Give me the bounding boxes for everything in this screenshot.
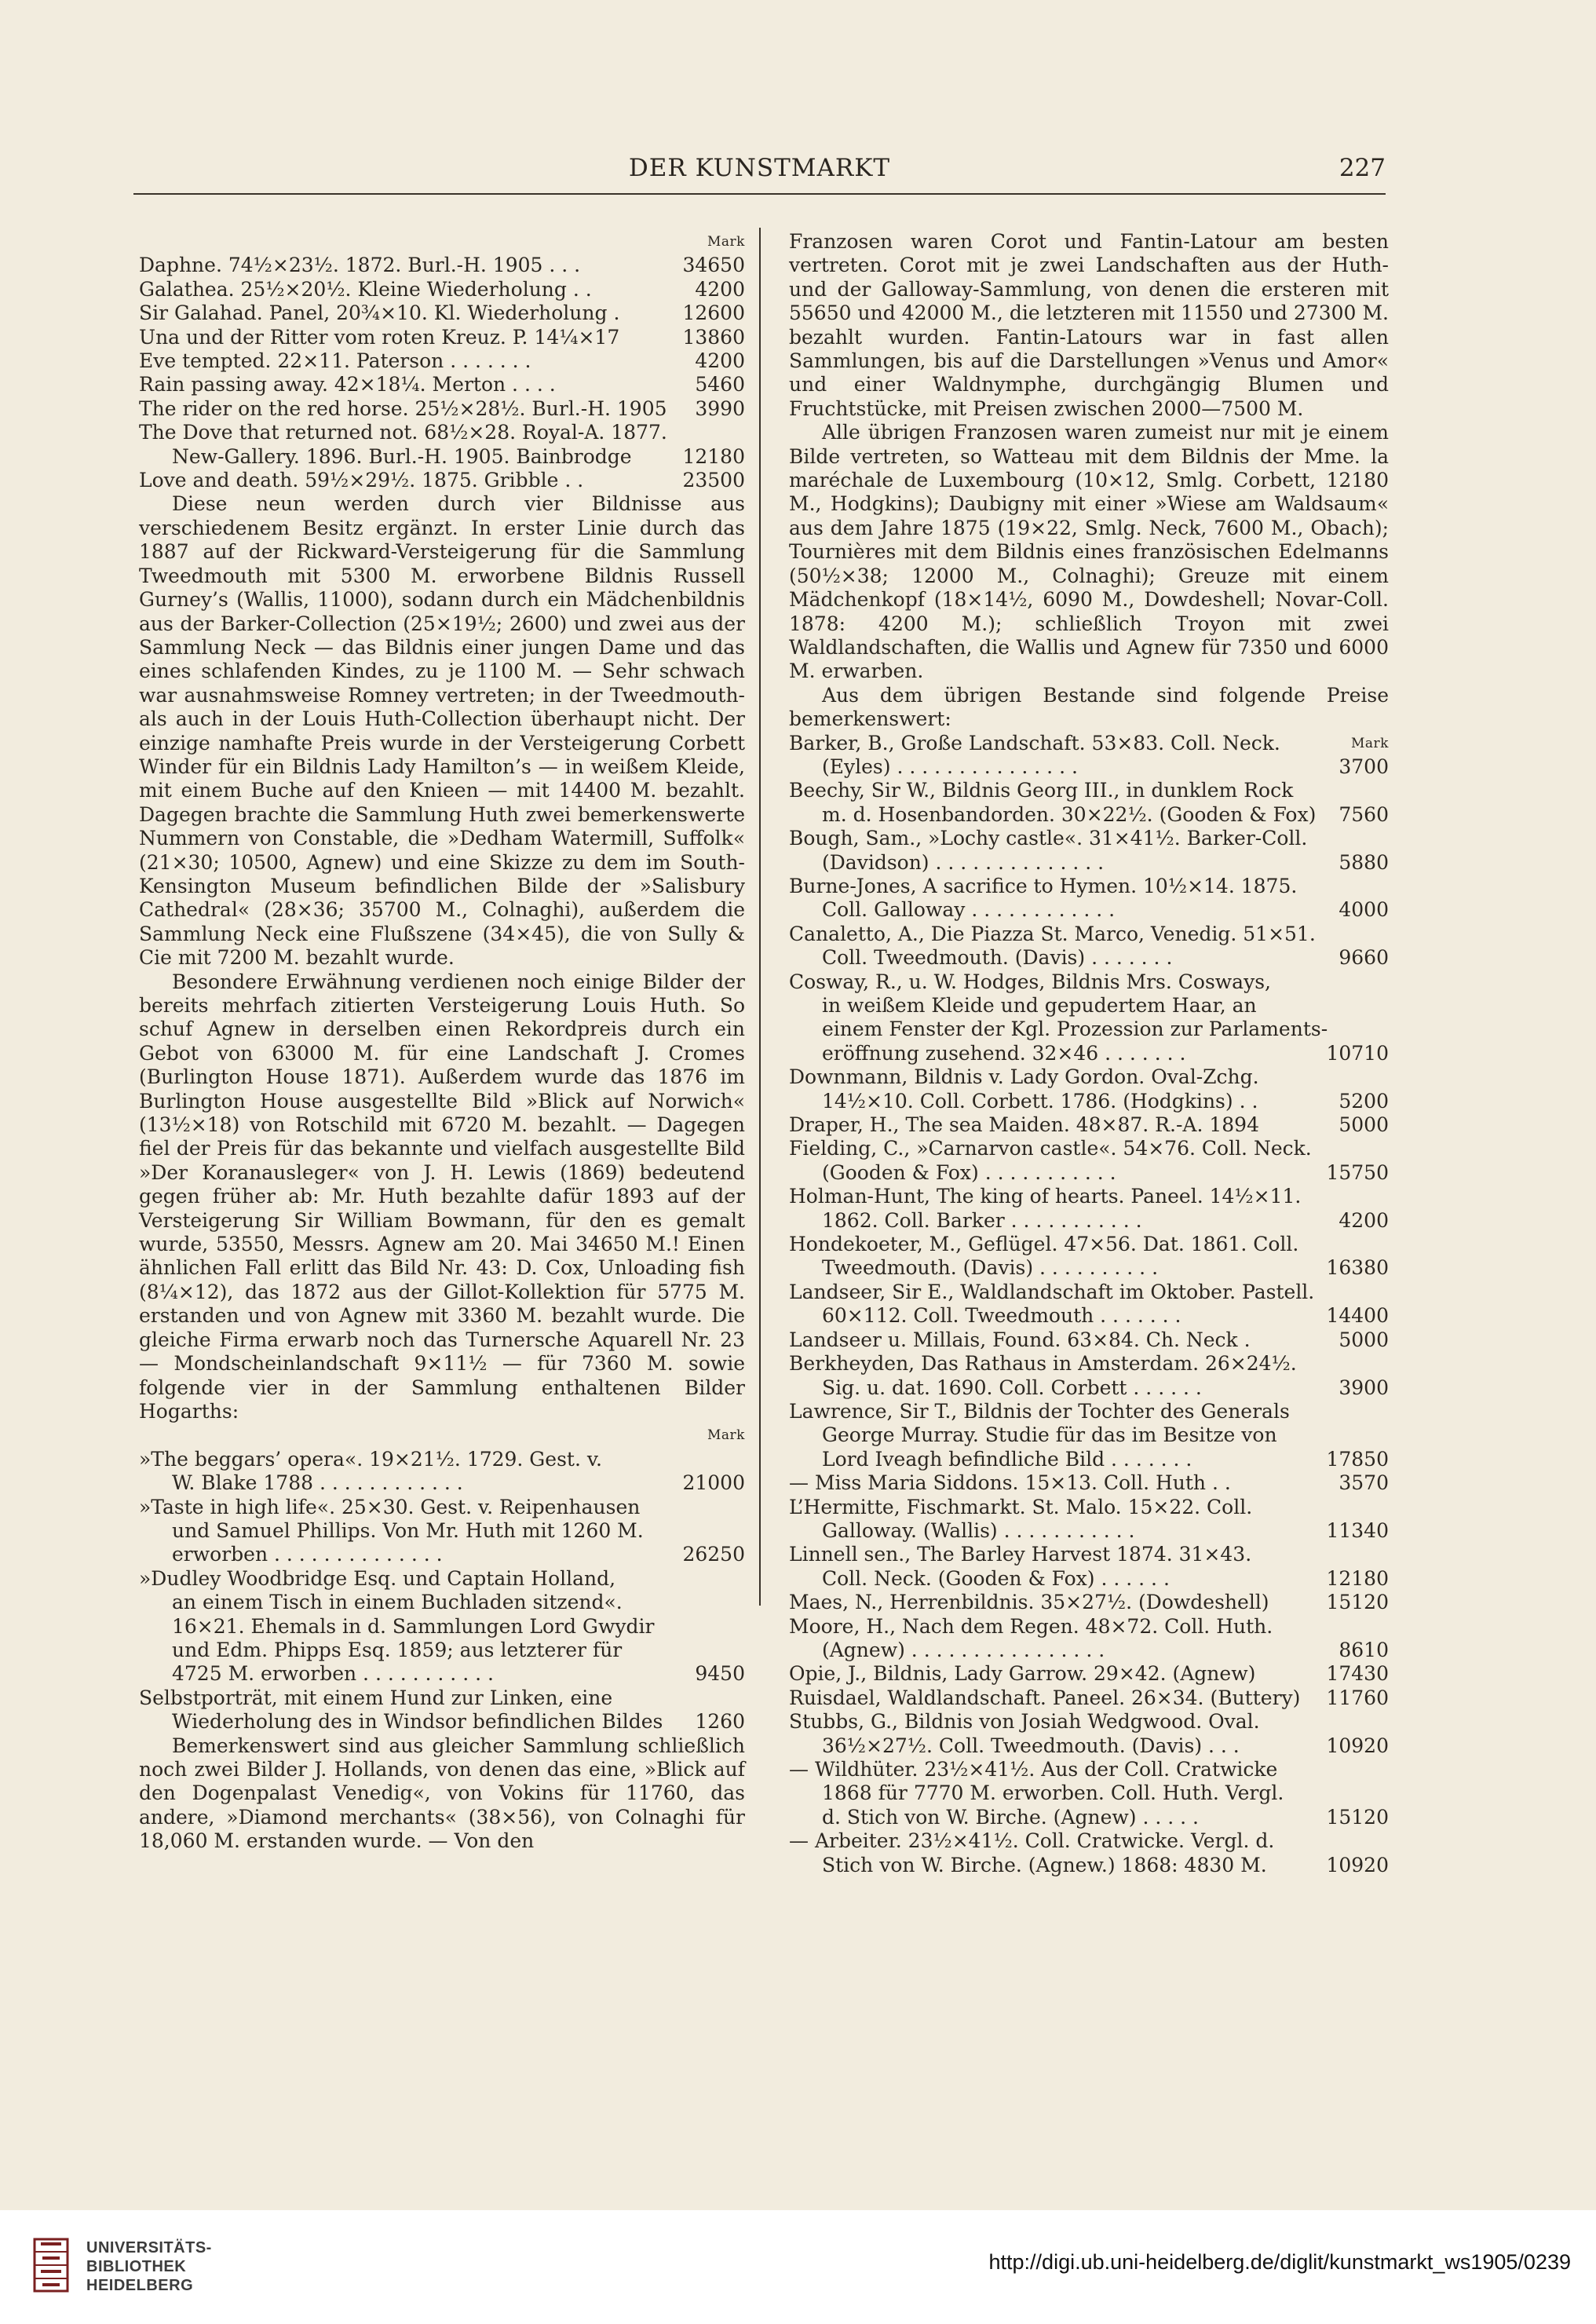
entry-text: — Miss Maria Siddons. 15×13. Coll. Huth . .: [789, 1471, 1231, 1495]
price-entry: [789, 1543, 1389, 1591]
entry-price: 21000: [682, 1471, 745, 1495]
price-entry: [139, 301, 745, 325]
entry-text: Ruisdael, Waldlandschaft. Paneel. 26×34. (Buttery): [789, 1686, 1301, 1709]
entry-price: 5000: [1339, 1328, 1389, 1351]
entry-text: The rider on the red horse. 25½×28½. Burl.-H. 1905: [139, 396, 667, 420]
entry-last-line: [789, 1639, 1389, 1662]
running-head: [133, 154, 1386, 193]
entry-price: 8610: [1339, 1638, 1389, 1661]
price-column-header: Mark: [707, 234, 745, 250]
entry-text: (Eyles) . . . . . . . . . . . . . . .: [822, 755, 1078, 778]
entry-text: Sir Galahad. Panel, 20¾×10. Kl. Wiederholung .: [139, 301, 620, 325]
price-entry: [789, 1352, 1389, 1400]
entry-line: und Samuel Phillips. Von Mr. Huth mit 1260 M.: [172, 1518, 644, 1542]
entry-line: an einem Tisch in einem Buchladen sitzend«.: [172, 1591, 623, 1614]
entry-line: Canaletto, A., Die Piazza St. Marco, Venedig. 51×51.: [789, 922, 1316, 945]
price-entry: [789, 1185, 1389, 1233]
entry-price: 17430: [1326, 1662, 1389, 1686]
price-column-header: Mark: [707, 1427, 745, 1444]
entry-line: Hondekoeter, M., Geflügel. 47×56. Dat. 1861. Coll.: [789, 1233, 1299, 1256]
entry-price: 16380: [1326, 1256, 1389, 1280]
entry-line: Berkheyden, Das Rathaus in Amsterdam. 26×24½.: [789, 1352, 1297, 1376]
entry-text: Sig. u. dat. 1690. Coll. Corbett . . . . . .: [822, 1376, 1202, 1399]
entry-line: Bough, Sam., »Lochy castle«. 31×41½. Barker-Coll.: [789, 827, 1308, 850]
price-entry: [789, 1686, 1389, 1710]
library-footer: [0, 2210, 1596, 2324]
entry-text: erworben . . . . . . . . . . . . . .: [172, 1543, 443, 1566]
header-rule: [133, 193, 1386, 195]
price-column-header: Mark: [1351, 735, 1389, 751]
body-paragraph: Aus dem übrigen Bestande sind folgende Preise bemerkenswert:: [789, 683, 1389, 731]
price-entry: [789, 1591, 1389, 1614]
page-number: 227: [1339, 154, 1386, 182]
entry-text: Lord Iveagh befindliche Bild . . . . . . .: [822, 1447, 1192, 1471]
entry-last-line: [139, 1543, 745, 1566]
entry-line: 1868 für 7770 M. erworben. Coll. Huth. Vergl.: [822, 1781, 1284, 1805]
entry-price: 34650: [682, 254, 745, 277]
entry-price: 26250: [682, 1543, 745, 1566]
entry-line: Barker, B., Große Landschaft. 53×83. Coll. Neck.: [789, 731, 1280, 755]
entry-text: d. Stich von W. Birche. (Agnew) . . . . .: [822, 1805, 1199, 1829]
entry-text: eröffnung zusehend. 32×46 . . . . . . .: [822, 1041, 1186, 1065]
entry-text: Coll. Tweedmouth. (Davis) . . . . . . .: [822, 946, 1173, 970]
entry-text: Eve tempted. 22×11. Paterson . . . . . . .: [139, 349, 531, 373]
entry-text: Rain passing away. 42×18¼. Merton . . . .: [139, 373, 556, 396]
entry-last-line: [789, 1209, 1389, 1233]
entry-line: — Arbeiter. 23½×41½. Coll. Cratwicke. Vergl. d.: [789, 1829, 1275, 1853]
left-column: [139, 230, 745, 1854]
entry-last-line: [789, 1567, 1389, 1591]
entry-line: Stubbs, G., Bildnis von Josiah Wedgwood. Oval.: [789, 1710, 1260, 1734]
body-paragraph: Bemerkenswert sind aus gleicher Sammlung schließlich noch zwei Bilder J. Hollands, von denen das eine, »Blick auf den Dogenpalast Venedig«, von Vokins für 11760, das andere, »Diamond merchants« (38×56), von Colnaghi für 18,060 M. erstanden wurde. — Von den: [139, 1734, 745, 1853]
entry-price: 9450: [695, 1662, 745, 1686]
entry-line: 16×21. Ehemals in d. Sammlungen Lord Gwydir: [172, 1614, 655, 1638]
price-entry: [789, 1710, 1389, 1758]
entry-line: »The beggars’ opera«. 19×21½. 1729. Gest. v.: [139, 1447, 602, 1471]
price-entry: [789, 1662, 1389, 1686]
price-entry: [139, 349, 745, 373]
entry-price: 23500: [682, 469, 745, 492]
entry-price: 12600: [682, 301, 745, 325]
entry-last-line: [789, 1519, 1389, 1543]
price-entry: [139, 278, 745, 301]
entry-line: Cosway, R., u. W. Hodges, Bildnis Mrs. Cosways,: [789, 970, 1271, 993]
entry-line: Lawrence, Sir T., Bildnis der Tochter des Generals: [789, 1399, 1290, 1423]
entry-price: 3700: [1339, 755, 1389, 778]
price-entry: [789, 1471, 1389, 1495]
entry-price: 5200: [1339, 1089, 1389, 1113]
price-entry: [789, 1829, 1389, 1877]
entry-line: Burne-Jones, A sacrifice to Hymen. 10½×14. 1875.: [789, 874, 1298, 897]
entry-text: 60×112. Coll. Tweedmouth . . . . . . .: [822, 1304, 1181, 1328]
entry-line: Landseer, Sir E., Waldlandschaft im Oktober. Pastell.: [789, 1280, 1315, 1303]
price-entry: [139, 1567, 745, 1686]
entry-price: 4200: [695, 349, 745, 373]
entry-last-line: [789, 803, 1389, 827]
entry-price: 12180: [682, 444, 745, 468]
entry-last-line: [789, 1806, 1389, 1829]
entry-price: 10710: [1326, 1041, 1389, 1065]
entry-text: Love and death. 59½×29½. 1875. Gribble . .: [139, 469, 584, 492]
price-entry: [139, 445, 745, 469]
price-entry: [789, 1137, 1389, 1185]
entry-line: »Dudley Woodbridge Esq. und Captain Holland,: [139, 1566, 616, 1590]
entry-last-line: [789, 1376, 1389, 1400]
entry-line: Downmann, Bildnis v. Lady Gordon. Oval-Zchg.: [789, 1065, 1259, 1089]
entry-text: Stich von W. Birche. (Agnew.) 1868: 4830 M.: [822, 1853, 1267, 1876]
entry-line: »Taste in high life«. 25×30. Gest. v. Reipenhausen: [139, 1495, 641, 1518]
entry-text: W. Blake 1788 . . . . . . . . . . . .: [172, 1471, 463, 1495]
price-entry: [789, 1496, 1389, 1544]
price-entry: [139, 421, 745, 444]
entry-price: 4000: [1339, 898, 1389, 922]
entry-text: Coll. Neck. (Gooden & Fox) . . . . . .: [822, 1566, 1170, 1590]
entry-line: und Edm. Phipps Esq. 1859; aus letzterer für: [172, 1638, 623, 1661]
entry-last-line: [789, 1854, 1389, 1877]
price-entry: [789, 732, 1389, 780]
price-entry: [139, 326, 745, 349]
price-entry: [789, 1400, 1389, 1471]
entry-price: 17850: [1326, 1447, 1389, 1471]
entry-text: m. d. Hosenbandorden. 30×22½. (Gooden & Fox): [822, 802, 1317, 826]
right-column: [789, 230, 1389, 1877]
entry-text: 14½×10. Coll. Corbett. 1786. (Hodgkins) . .: [822, 1089, 1258, 1113]
entry-price: 10920: [1326, 1734, 1389, 1757]
entry-last-line: [139, 1710, 745, 1734]
price-entry: [139, 254, 745, 277]
entry-price: 5460: [695, 373, 745, 396]
entry-text: (Davidson) . . . . . . . . . . . . . .: [822, 850, 1105, 874]
price-entry: [789, 1328, 1389, 1352]
entry-price: 14400: [1326, 1304, 1389, 1328]
entry-text: (Gooden & Fox) . . . . . . . . . . .: [822, 1160, 1116, 1184]
price-entry: [789, 970, 1389, 1066]
entry-text: Wiederholung des in Windsor befindlichen Bildes: [172, 1710, 663, 1734]
price-entry: [139, 397, 745, 421]
column-divider: [759, 228, 761, 1606]
entry-price: 10920: [1326, 1853, 1389, 1876]
entry-text: Maes, N., Herrenbildnis. 35×27½. (Dowdeshell): [789, 1591, 1269, 1614]
entry-price: 11340: [1326, 1518, 1389, 1542]
entry-line: in weißem Kleide und gepudertem Haar, an: [822, 994, 1257, 1018]
entry-price: 4200: [1339, 1208, 1389, 1232]
body-paragraph: Franzosen waren Corot und Fantin-Latour am besten vertreten. Corot mit je zwei Landschaften aus der Huth- und der Galloway-Sammlung, von denen die ersteren mit 55650 und 42000 M., die letzteren mit 11550 und 27300 M. bezahlt wurden. Fantin-Latours war in fast allen Sammlungen, bis auf die Darstellungen »Venus und Amor« und einer Waldnymphe, durchgängig Blumen und Fruchtstücke, mit Preisen zwischen 2000—7500 M.: [789, 230, 1389, 420]
entry-price: 5880: [1339, 850, 1389, 874]
entry-line: Fielding, C., »Carnarvon castle«. 54×76. Coll. Neck.: [789, 1137, 1312, 1160]
logo-line: UNIVERSITÄTS-: [86, 2239, 212, 2256]
entry-last-line: [789, 755, 1389, 779]
price-entry: [139, 469, 745, 492]
entry-text: Galathea. 25½×20½. Kleine Wiederholung . .: [139, 277, 592, 301]
price-entry: [789, 1615, 1389, 1663]
entry-last-line: [789, 1448, 1389, 1471]
library-logo-text: [86, 2238, 212, 2295]
entry-price: 15120: [1326, 1591, 1389, 1614]
entry-line: Moore, H., Nach dem Regen. 48×72. Coll. Huth.: [789, 1614, 1273, 1638]
body-paragraph: Besondere Erwähnung verdienen noch einige Bilder der bereits mehrfach zitierten Versteigerung Louis Huth. So schuf Agnew in derselben einen Rekordpreis durch ein Gebot von 63000 M. für eine Landschaft J. Cromes (Burlington House 1871). Außerdem wurde das 1876 im Burlington House ausgestellte Bild »Blick auf Norwich« (13½×18) von Rotschild mit 6720 M. bezahlt. — Dagegen fiel der Preis für das bekannte und vielfach ausgestellte Bild »Der Koranausleger« von J. H. Lewis (1869) bedeutend gegen früher ab: Mr. Huth bezahlte dafür 1893 auf der Versteigerung Sir William Bowmann, für den es gemalt wurde, 53550, Messrs. Agnew am 20. Mai 34650 M.! Einen ähnlichen Fall erlitt das Bild Nr. 43: D. Cox, Unloading fish (8¼×12), das 1872 aus der Gillot-Kollektion für 5775 M. erstanden und von Agnew mit 3360 M. bezahlt wurde. Die gleiche Firma erwarb noch das Turnersche Aquarell Nr. 23 — Mondscheinlandschaft 9×11½ — für 7360 M. sowie folgende vier in der Sammlung enthaltenen Bilder Hogarths:: [139, 970, 745, 1423]
entry-text: Coll. Galloway . . . . . . . . . . . .: [822, 898, 1116, 922]
entry-price: 13860: [682, 325, 745, 349]
entry-last-line: [789, 1256, 1389, 1280]
entry-price: 12180: [1326, 1566, 1389, 1590]
entry-line: Beechy, Sir W., Bildnis Georg III., in dunklem Rock: [789, 779, 1294, 802]
entry-text: 1862. Coll. Barker . . . . . . . . . . .: [822, 1208, 1142, 1232]
entry-last-line: [139, 1662, 745, 1686]
price-entry: [789, 1233, 1389, 1281]
entry-last-line: [789, 1090, 1389, 1113]
price-entry: [789, 923, 1389, 970]
entry-price: 15750: [1326, 1160, 1389, 1184]
price-entry: [139, 1448, 745, 1496]
entry-last-line: [789, 946, 1389, 970]
price-entry: [139, 1686, 745, 1734]
entry-price: 5000: [1339, 1113, 1389, 1137]
entry-last-line: [789, 851, 1389, 875]
entry-text: Galloway. (Wallis) . . . . . . . . . . .: [822, 1518, 1135, 1542]
entry-line: Holman-Hunt, The king of hearts. Paneel. 14½×11.: [789, 1185, 1302, 1208]
body-paragraph: Alle übrigen Franzosen waren zumeist nur mit je einem Bilde vertreten, so Watteau mit dem Bildnis der Mme. la maréchale de Luxembourg (10×12, Smlg. Corbett, 12180 M., Hodgkins); Daubigny mit einer »Wiese am Waldsaum« aus dem Jahre 1875 (19×22, Smlg. Neck, 7600 M., Obach); Tournières mit dem Bildnis eines französischen Edelmanns (50½×38; 12000 M., Colnaghi); Greuze mit einem Mädchenkopf (18×14½, 6090 M., Dowdeshell; Novar-Coll. 1878: 4200 M.); schließlich Troyon mit zwei Waldlandschaften, die Wallis und Agnew für 7350 und 6000 M. erwarben.: [789, 421, 1389, 683]
logo-line: BIBLIOTHEK: [86, 2258, 187, 2275]
entry-text: The Dove that returned not. 68½×28. Royal-A. 1877.: [139, 421, 667, 444]
entry-text: Opie, J., Bildnis, Lady Garrow. 29×42. (Agnew): [789, 1662, 1256, 1686]
entry-last-line: [789, 1042, 1389, 1065]
entry-last-line: [789, 1304, 1389, 1328]
entry-price: 1260: [695, 1710, 745, 1734]
entry-line: Linnell sen., The Barley Harvest 1874. 31×43.: [789, 1543, 1252, 1566]
price-entry: [789, 1065, 1389, 1113]
entry-text: Una und der Ritter vom roten Kreuz. P. 14¼×17: [139, 325, 620, 349]
entry-text: Landseer u. Millais, Found. 63×84. Ch. Neck .: [789, 1328, 1251, 1351]
entry-line: Selbstporträt, mit einem Hund zur Linken, eine: [139, 1686, 613, 1709]
entry-price: 3990: [695, 396, 745, 420]
entry-text: New-Gallery. 1896. Burl.-H. 1905. Bainbrodge: [172, 444, 632, 468]
entry-price: 4200: [695, 277, 745, 301]
price-entry: [789, 875, 1389, 923]
university-library-seal-icon: [31, 2236, 71, 2297]
entry-text: Tweedmouth. (Davis) . . . . . . . . . .: [822, 1256, 1159, 1280]
price-entry: [789, 827, 1389, 875]
entry-line: L’Hermitte, Fischmarkt. St. Malo. 15×22. Coll.: [789, 1495, 1253, 1518]
price-entry: [789, 779, 1389, 827]
price-entry: [139, 1496, 745, 1567]
entry-price: 7560: [1339, 802, 1389, 826]
entry-line: George Murray. Studie für das im Besitze von: [822, 1423, 1277, 1447]
price-entry: [789, 1113, 1389, 1137]
price-entry: [789, 1758, 1389, 1829]
logo-line: HEIDELBERG: [86, 2277, 194, 2294]
entry-price: 9660: [1339, 946, 1389, 970]
entry-last-line: [789, 1161, 1389, 1185]
entry-price: 15120: [1326, 1805, 1389, 1829]
source-url-link[interactable]: http://digi.ub.uni-heidelberg.de/diglit/kunstmarkt_ws1905/0239: [988, 2250, 1571, 2274]
entry-last-line: [139, 1471, 745, 1495]
entry-last-line: [789, 1734, 1389, 1758]
entry-text: Daphne. 74½×23½. 1872. Burl.-H. 1905 . . .: [139, 254, 581, 277]
entry-text: 4725 M. erworben . . . . . . . . . . .: [172, 1662, 494, 1686]
price-entry: [789, 1281, 1389, 1328]
entry-text: (Agnew) . . . . . . . . . . . . . . . .: [822, 1638, 1105, 1661]
price-entry: [139, 373, 745, 396]
entry-line: — Wildhüter. 23½×41½. Aus der Coll. Cratwicke: [789, 1758, 1278, 1781]
entry-text: 36½×27½. Coll. Tweedmouth. (Davis) . . .: [822, 1734, 1240, 1757]
entry-price: 11760: [1326, 1686, 1389, 1709]
body-paragraph: Diese neun werden durch vier Bildnisse aus verschiedenem Besitz ergänzt. In erster Linie durch das 1887 auf der Rickward-Versteigerung für die Sammlung Tweedmouth mit 5300 M. erworbene Bildnis Russell Gurney’s (Wallis, 11000), sodann durch ein Mädchenbildnis aus der Barker-Collection (25×19½; 2600) und zwei aus der Sammlung Neck — das Bildnis einer jungen Dame und das eines schlafenden Kindes, zu je 1100 M. — Sehr schwach war ausnahmsweise Romney vertreten; in der Tweedmouth- als auch in der Louis Huth-Collection überhaupt nicht. Der einzige namhafte Preis wurde in der Versteigerung Corbett Winder für ein Bildnis Lady Hamilton’s — in weißem Kleide, mit einem Buche auf den Knieen — mit 14400 M. bezahlt. Dagegen brachte die Sammlung Huth zwei bemerkenswerte Nummern von Constable, die »Dedham Watermill, Suffolk« (21×30; 10500, Agnew) und eine Skizze zu dem im South-Kensington Museum befindlichen Bilde der »Salisbury Cathedral« (28×36; 35700 M., Colnaghi), außerdem die Sammlung Neck eine Flußszene (34×45), die von Sully & Cie mit 7200 M. bezahlt wurde.: [139, 492, 745, 970]
entry-price: 3570: [1339, 1471, 1389, 1495]
page-title: DER KUNSTMARKT: [628, 154, 891, 182]
entry-price: 3900: [1339, 1376, 1389, 1399]
entry-last-line: [789, 898, 1389, 922]
entry-line: einem Fenster der Kgl. Prozession zur Parlaments-: [822, 1018, 1328, 1041]
entry-text: Draper, H., The sea Maiden. 48×87. R.-A. 1894: [789, 1113, 1259, 1137]
